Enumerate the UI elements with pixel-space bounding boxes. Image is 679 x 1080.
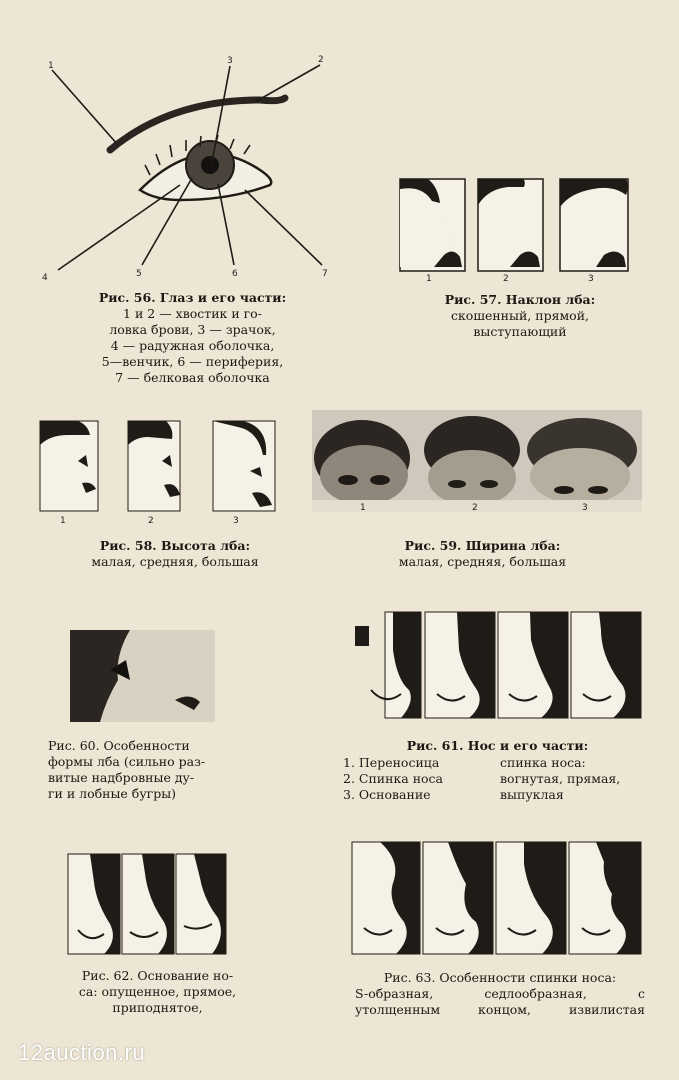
fig58-forehead-height [38, 415, 283, 527]
fig60-caption-line: ги и лобные бугры) [48, 786, 177, 801]
fig60-caption-line: витые надбровные ду- [48, 770, 195, 785]
fig59-label-1: 1 [360, 503, 366, 513]
fig58-caption [70, 538, 280, 570]
fig58-label-1: 1 [60, 516, 66, 526]
fig56-caption-line: ловка брови, 3 — зрачок, [109, 322, 276, 337]
fig59-caption [370, 538, 595, 570]
fig60-caption-line: формы лба (сильно раз- [48, 754, 206, 769]
fig57-caption-line: выступающий [473, 324, 567, 339]
fig58-label-3: 3 [233, 516, 239, 526]
fig56-caption [80, 290, 305, 386]
fig61-right-item: вогнутая, прямая, [500, 771, 621, 786]
fig58-caption-title: Рис. 58. Высота лба: [99, 538, 251, 553]
fig61-left-item: 1. Переносица [343, 755, 440, 770]
fig57-caption [415, 292, 625, 340]
fig62-caption-line: приподнятое, [112, 1000, 203, 1015]
fig61-caption-title: Рис. 61. Нос и его части: [406, 738, 589, 753]
fig62-caption-line: Рис. 62. Основание но- [81, 968, 234, 983]
fig56-label-5: 5 [136, 269, 142, 279]
fig63-nose-bridge [350, 840, 643, 958]
fig56-label-1: 1 [48, 61, 54, 71]
fig63-caption [355, 970, 645, 1018]
fig56-eye-diagram [30, 50, 350, 285]
fig63-caption-line: S-образная, седлообразная, с [355, 986, 645, 1001]
fig56-caption-line: 7 — белковая оболочка [115, 370, 270, 385]
fig63-caption-line: Рис. 63. Особенности спинки носа: [383, 970, 617, 985]
fig57-forehead-slope [398, 175, 638, 285]
fig56-label-3: 3 [227, 56, 233, 66]
fig61-nose-parts [345, 610, 645, 722]
fig61-left-item: 2. Спинка носа [343, 771, 444, 786]
fig63-caption-line: утолщенным концом, извилистая [355, 1002, 645, 1017]
fig58-caption-line: малая, средняя, большая [91, 554, 259, 569]
fig60-caption-line: Рис. 60. Особенности [48, 738, 190, 753]
fig57-label-2: 2 [503, 274, 509, 284]
fig62-caption-line: са: опущенное, прямое, [78, 984, 237, 999]
fig56-caption-line: 4 — радужная оболочка, [110, 338, 275, 353]
fig61-caption-title-wrap [390, 738, 605, 754]
fig60-forehead-features [70, 630, 215, 725]
fig57-caption-line: скошенный, прямой, [450, 308, 590, 323]
fig61-left-item: 3. Основание [343, 787, 431, 802]
watermark: 12auction.ru [18, 1040, 146, 1065]
fig61-right-item: спинка носа: [500, 755, 586, 770]
fig56-label-7: 7 [322, 269, 328, 279]
fig57-label-1: 1 [426, 274, 432, 284]
fig56-caption-line: 5—венчик, 6 — периферия, [101, 354, 284, 369]
fig56-label-2: 2 [318, 55, 324, 65]
fig59-forehead-width-photo [312, 410, 642, 515]
fig59-caption-line: малая, средняя, большая [398, 554, 567, 569]
fig58-label-2: 2 [148, 516, 154, 526]
fig62-caption [45, 968, 270, 1016]
fig57-caption-title: Рис. 57. Наклон лба: [444, 292, 596, 307]
fig56-label-6: 6 [232, 269, 238, 279]
fig59-label-3: 3 [582, 503, 588, 513]
fig57-label-3: 3 [588, 274, 594, 284]
fig56-caption-line: 1 и 2 — хвостик и го- [123, 306, 262, 321]
fig59-label-2: 2 [472, 503, 478, 513]
fig59-caption-title: Рис. 59. Ширина лба: [404, 538, 561, 553]
fig60-caption [48, 738, 238, 802]
fig56-caption-title: Рис. 56. Глаз и его части: [98, 290, 287, 305]
fig61-right-item: выпуклая [500, 787, 564, 802]
fig56-label-4: 4 [42, 273, 48, 283]
fig62-nose-base [66, 852, 228, 957]
